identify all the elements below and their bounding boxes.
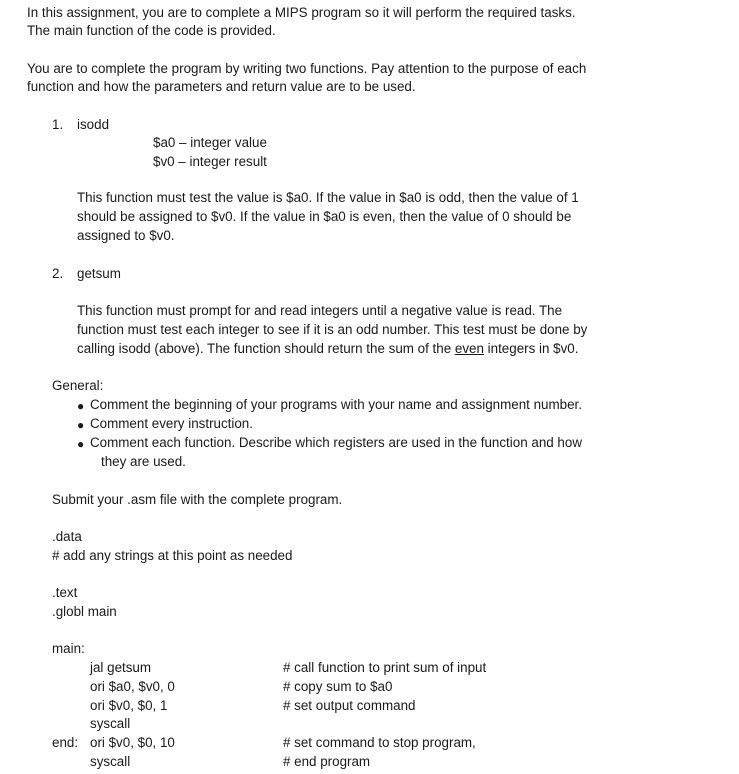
instructions-line-1: You are to complete the program by writing two functions. Pay attention to the purpose of each (27, 61, 587, 76)
intro-line-1: In this assignment, you are to complete a MIPS program so it will perform the required tasks. (27, 5, 576, 20)
general-bullet-2: Comment every instruction. (90, 416, 253, 431)
function-1-name: isodd (77, 117, 110, 132)
function-1-param-a0: $a0 – integer value (153, 135, 267, 150)
function-1-desc-line-2: should be assigned to $v0. If the value in $a0 is even, then the value of 0 should be (77, 209, 572, 224)
general-bullet-3: Comment each function. Describe which registers are used in the function and how (90, 435, 582, 450)
code-instr-5: ori $v0, $0, 10 (90, 735, 175, 750)
code-globl-directive: .globl main (52, 604, 117, 619)
code-comment-1: # call function to print sum of input (283, 660, 487, 675)
code-comment-6: # end program (283, 754, 371, 769)
bullet-icon: ● (77, 399, 85, 413)
code-data-directive: .data (52, 529, 82, 544)
code-comment-2: # copy sum to $a0 (283, 679, 393, 694)
function-2-desc-line-2: function must test each integer to see if it is an odd number. This test must be done by (77, 322, 588, 337)
function-1-number: 1. (52, 117, 64, 132)
general-heading: General: (52, 378, 104, 393)
function-1-desc-line-1: This function must test the value is $a0. If the value in $a0 is odd, then the value of 1 (77, 190, 579, 205)
code-instr-3: ori $v0, $0, 1 (90, 698, 168, 713)
code-instr-6: syscall (90, 754, 131, 769)
code-instr-4: syscall (90, 716, 131, 731)
function-2-desc-line-3-post: integers in $v0. (483, 341, 579, 356)
code-comment-5: # set command to stop program, (283, 735, 476, 750)
submit-instruction: Submit your .asm file with the complete program. (52, 492, 343, 507)
general-bullet-3-continuation: they are used. (101, 454, 186, 469)
function-2-desc-line-1: This function must prompt for and read integers until a negative value is read. The (77, 303, 563, 318)
code-instr-2: ori $a0, $v0, 0 (90, 679, 175, 694)
general-bullet-1: Comment the beginning of your programs with your name and assignment number. (90, 397, 582, 412)
code-data-comment: # add any strings at this point as needed (52, 548, 293, 563)
function-2-desc-line-3 (77, 340, 578, 359)
underlined-even: even (454, 341, 484, 356)
bullet-icon: ● (77, 437, 85, 451)
function-1-desc-line-3: assigned to $v0. (77, 228, 175, 243)
function-2-desc-line-3-pre: calling isodd (above). The function should return the sum of the (77, 341, 455, 356)
code-comment-3: # set output command (283, 698, 416, 713)
bullet-icon: ● (77, 418, 85, 432)
function-2-number: 2. (52, 266, 64, 281)
code-main-label: main: (52, 641, 85, 656)
function-2-name: getsum (77, 266, 121, 281)
code-end-label: end: (52, 735, 79, 750)
intro-line-2: The main function of the code is provided. (27, 23, 276, 38)
instructions-line-2: function and how the parameters and return value are to be used. (27, 79, 416, 94)
code-instr-1: jal getsum (90, 660, 152, 675)
code-text-directive: .text (52, 585, 78, 600)
function-1-param-v0: $v0 – integer result (153, 154, 267, 169)
